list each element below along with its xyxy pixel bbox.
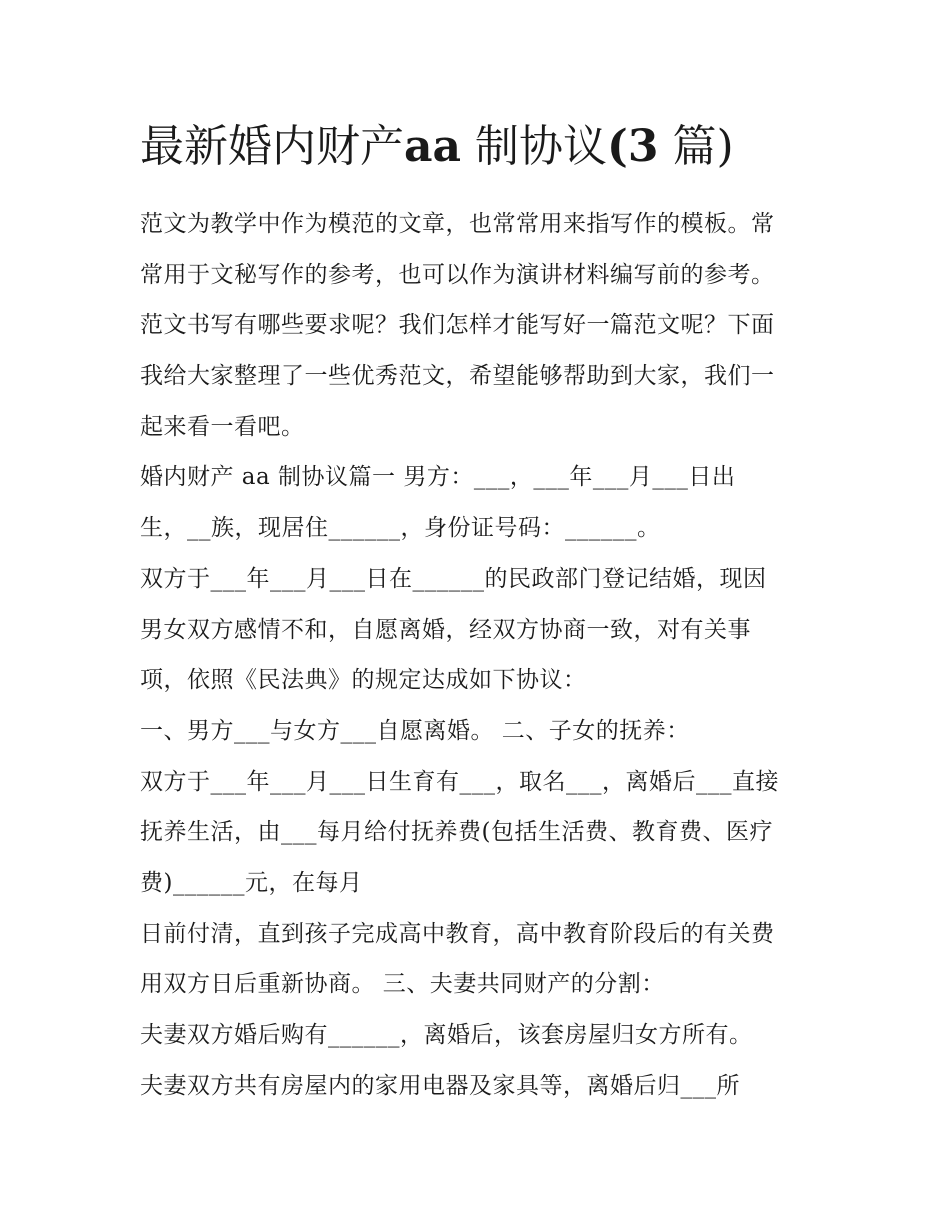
body-line: 一、男方___与女方___自愿离婚。 二、子女的抚养： — [140, 717, 690, 744]
body-line: 夫妻双方共有房屋内的家用电器及家具等，离婚后归___所 — [140, 1072, 740, 1099]
body-line: 费)______元，在每月 — [140, 869, 363, 896]
body-line: 双方于___年___月___日生育有___，取名___，离婚后___直接 — [140, 768, 779, 795]
body-line: 日前付清，直到孩子完成高中教育，高中教育阶段后的有关费 — [140, 920, 775, 947]
body-line: 双方于___年___月___日在______的民政部门登记结婚，现因 — [140, 565, 767, 592]
body-line: 抚养生活，由___每月给付抚养费(包括生活费、教育费、医疗 — [140, 819, 773, 846]
body-line: 男女双方感情不和，自愿离婚，经双方协商一致，对有关事 — [140, 616, 751, 643]
body-line: 项，依照《民法典》的规定达成如下协议： — [140, 667, 587, 694]
body-line: 起来看一看吧。 — [140, 413, 305, 440]
body-line: 夫妻双方婚后购有______，离婚后，该套房屋归女方所有。 — [140, 1022, 753, 1048]
body-line: 常用于文秘写作的参考，也可以作为演讲材料编写前的参考。 — [140, 261, 775, 288]
title-suffix: 篇) — [672, 121, 734, 172]
body-line: 范文书写有哪些要求呢？我们怎样才能写好一篇范文呢？下面 — [140, 312, 775, 339]
document-title — [140, 112, 840, 182]
body-line: 婚内财产 aa 制协议篇一 男方：___，___年___月___日出 — [140, 464, 736, 491]
title-mid: 制协议 — [475, 121, 608, 172]
body-line: 生，__族，现居住______，身份证号码：______。 — [140, 515, 661, 542]
title-prefix: 最新婚内财产 — [140, 121, 404, 172]
body-line: 用双方日后重新协商。 三、夫妻共同财产的分割： — [140, 971, 665, 998]
body-line: 我给大家整理了一些优秀范文，希望能够帮助到大家，我们一 — [140, 363, 775, 390]
title-latin: aa — [404, 121, 462, 172]
document-body — [140, 199, 840, 1111]
body-line: 范文为教学中作为模范的文章，也常常用来指写作的模板。常 — [140, 211, 775, 237]
title-paren: (3 — [607, 121, 659, 172]
